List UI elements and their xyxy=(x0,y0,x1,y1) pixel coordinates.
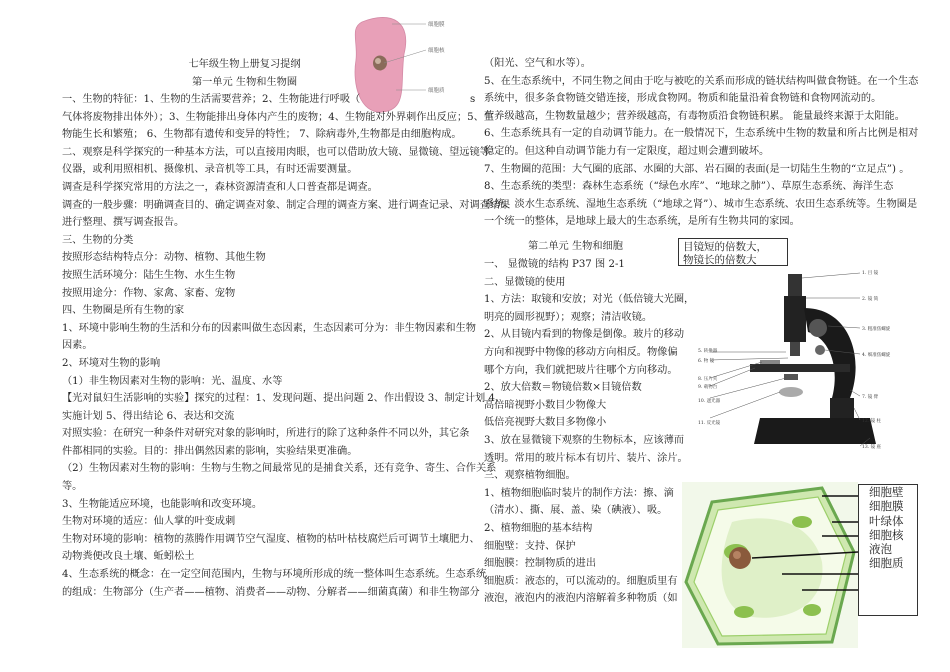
left-column-line: 调查是科学探究常用的方法之一，森林资源清查和人口普查都是调查。 xyxy=(62,181,378,193)
left-column-line: 因素。 xyxy=(62,340,93,352)
right-column-line: 1、植物细胞临时装片的制作方法：擦、滴 xyxy=(484,487,674,499)
right-column-line: 3、放在显微镜下观察的生物标本，应该薄而 xyxy=(484,434,685,446)
left-column-line: 1、环境中影响生物的生活和分布的因素叫做生态因素，生态因素可分为：非生物因素和生物 xyxy=(62,322,476,334)
plant-label-nucleus: 细胞核 xyxy=(869,527,904,542)
right-column-line: 高倍暗视野小数目少物像大 xyxy=(484,399,607,411)
left-column-line: 气体将废物排出体外）；3、生物能排出身体内产生的废物；4、生物能对外界刺作出反应；5、生 xyxy=(62,111,495,123)
left-column-line: 生物对环境的影响：植物的蒸腾作用调节空气湿度、植物的枯叶枯枝腐烂后可调节土壤肥力、 xyxy=(62,533,480,545)
plant-label-cell-membrane: 细胞膜 xyxy=(869,499,904,514)
right-column-line: 方向和视野中物像的移动方向相反。物像偏 xyxy=(484,346,678,358)
left-column-line: 二、观察是科学探究的一种基本方法，可以直接用肉眼，也可以借助放大镜、显微镜、望远镜等 xyxy=(62,146,490,158)
left-column-line: （1）非生物因素对生物的影响：光、温度、水等 xyxy=(62,375,283,387)
right-top-line: 5、在生态系统中，不同生物之间由于吃与被吃的关系而形成的链状结构叫做食物链。在一个生态 xyxy=(484,75,919,87)
right-column-line: 细胞壁：支持、保护 xyxy=(484,540,576,552)
left-column-line: 三、生物的分类 xyxy=(62,234,134,246)
left-column-line: 【光对鼠妇生活影响的实验】探究的过程：1、发现问题、提出问题 2、作出假设 3、制定计划 4、 xyxy=(62,393,506,405)
callout-line-2: 物镜长的倍数大 xyxy=(683,253,757,266)
left-column-line: 等。 xyxy=(62,481,83,493)
left-column-line: 仪器，或利用照相机、摄像机、录音机等工具，有时还需要测量。 xyxy=(62,164,358,176)
right-column-line: 低倍亮视野大数目多物像小 xyxy=(484,417,607,429)
left-column-line: （2）生物因素对生物的影响：生物与生物之间最常见的是捕食关系，还有竞争、寄生、合作关系 xyxy=(62,463,497,475)
scope-label-stage: 9. 载物台 xyxy=(698,385,718,390)
scope-label-base: 13. 镜 座 xyxy=(862,445,882,450)
right-column-line: 细胞质：液态的，可以流动的。细胞质里有 xyxy=(484,575,678,587)
scope-label-arm: 7. 镜 臂 xyxy=(862,395,879,400)
scope-label-converter: 5. 转换器 xyxy=(698,349,718,354)
left-column-line: 实施计划 5、得出结论 6、表达和交流 xyxy=(62,410,235,422)
left-column-line: 2、环境对生物的影响 xyxy=(62,357,161,369)
right-top-line: 一个统一的整体，是地球上最大的生态系统，是所有生物共同的家园。 xyxy=(484,216,800,228)
right-column-line: 2、放大倍数＝物镜倍数×目镜倍数 xyxy=(484,382,642,394)
right-column-line: 二、显微镜的使用 xyxy=(484,276,566,288)
plant-label-cytoplasm: 细胞质 xyxy=(869,556,904,571)
left-column-line: 对照实验：在研究一种条件对研究对象的影响时，所进行的除了这种条件不同以外，其它条 xyxy=(62,428,470,440)
animal-cell-label-1: 细胞膜 xyxy=(428,22,445,28)
left-column-line: 按照用途分：作物、家禽、家畜、宠物 xyxy=(62,287,236,299)
left-column-line: 按照形态结构特点分：动物、植物、其他生物 xyxy=(62,252,266,264)
right-top-line: 营养级越高，生物数量越少；营养级越高，有毒物质沿食物链积累。 能量最终来源于太阳能。 xyxy=(484,110,905,122)
right-column-line: 三、观察植物细胞。 xyxy=(484,470,576,482)
right-column-line: （清水）、撕、展、盖、染（碘液）、吸。 xyxy=(484,505,668,517)
left-column-line: 动物粪便改良土壤、蚯蚓松土 xyxy=(62,551,195,563)
scope-label-mirror: 11. 反光镜 xyxy=(698,421,721,426)
scope-label-diaphragm: 10. 遮光器 xyxy=(698,399,721,404)
left-column-line: 的组成：生物部分（生产者——植物、消费者——动物、分解者——细菌真菌）和非生物部分 xyxy=(62,586,480,598)
plant-cell-label-box xyxy=(858,484,918,616)
left-column-line: 4、生态系统的概念：在一定空间范围内，生物与环境所形成的统一整体叫生态系统。生态系统 xyxy=(62,569,487,581)
scope-label-pillar: 12. 镜 柱 xyxy=(862,419,882,424)
scope-label-eyepiece: 1. 目 镜 xyxy=(862,271,879,276)
left-header-block xyxy=(62,56,482,91)
plant-label-cell-wall: 细胞壁 xyxy=(869,485,904,499)
left-column-line: 进行整理、撰写调查报告。 xyxy=(62,217,185,229)
unit2-title: 第二单元 生物和细胞 xyxy=(528,241,623,252)
right-top-line: 稳定的。但这种自动调节能力有一定限度，超过则会遭到破坏。 xyxy=(484,145,770,157)
plant-label-chloroplast: 叶绿体 xyxy=(869,513,904,528)
right-column-line: 2、从目镜内看到的物像是倒像。玻片的移动 xyxy=(484,329,685,341)
scope-label-tube: 2. 镜 筒 xyxy=(862,297,879,302)
left-column-line: 调查的一般步骤：明确调查目的、确定调查对象、制定合理的调查方案、进行调查记录、对调查结果 xyxy=(62,199,511,211)
right-top-line: （阳光、空气和水等）。 xyxy=(484,58,591,69)
scope-label-clip: 8. 压片夹 xyxy=(698,377,718,382)
left-column-text xyxy=(62,91,511,601)
right-column-line: 液泡，液泡内的液泡内溶解着多种物质（如 xyxy=(484,593,678,605)
right-column-top-text xyxy=(484,55,919,231)
right-top-line: 系统中，很多条食物链交错连接，形成食物网。物质和能量沿着食物链和食物网流动的。 xyxy=(484,93,882,105)
right-top-line: 8、生态系统的类型：森林生态系统（“绿色水库”、“地球之肺”）、草原生态系统、海洋生态 xyxy=(484,181,894,193)
right-column-line: 2、植物细胞的基本结构 xyxy=(484,522,593,534)
left-column-line: 生物对环境的适应：仙人掌的叶变成刺 xyxy=(62,516,236,528)
scope-label-objective: 6. 物 镜 xyxy=(698,359,715,364)
animal-cell-label-2: 细胞核 xyxy=(428,48,445,54)
left-column-line: 物能生长和繁殖； 6、生物都有遗传和变异的特性； 7、除病毒外,生物都是由细胞构成。 xyxy=(62,129,462,141)
right-top-line: 6、生态系统具有一定的自动调节能力。在一般情况下，生态系统中生物的数量和所占比例是相对 xyxy=(484,128,919,140)
right-column-line: 明亮的圆形视野）；观察；清洁收镜。 xyxy=(484,311,653,323)
magnification-callout xyxy=(678,238,788,266)
plant-label-vacuole: 液泡 xyxy=(869,542,892,557)
unit1-title: 第一单元 生物和生物圈 xyxy=(191,76,298,88)
left-column-line: 3、生物能适应环境，也能影响和改变环境。 xyxy=(62,498,263,510)
right-column-line: 细胞膜：控制物质的进出 xyxy=(484,558,597,570)
right-column-line: 一、 显微镜的结构 P37 图 2-1 xyxy=(484,259,625,270)
left-column-line: 一、生物的特征：1、生物的生活需要营养；2、生物能进行呼吸（ xyxy=(62,94,361,105)
callout-line-1: 目镜短的倍数大， xyxy=(683,241,767,253)
right-column-line: 透明。常用的玻片标本有切片、装片、涂片。 xyxy=(484,452,688,464)
animal-cell-label-3: 细胞质 xyxy=(428,88,445,94)
right-column-text xyxy=(484,256,694,608)
doc-title: 七年级生物上册复习提纲 xyxy=(188,59,301,70)
scope-label-coarse: 3. 粗准焦螺旋 xyxy=(862,327,891,332)
left-column-line: 四、生物圈是所有生物的家 xyxy=(62,305,185,317)
right-column-line: 1、方法：取镜和安放；对光（低倍镜大光圈， xyxy=(484,294,695,306)
right-top-line: 7、生物圈的范围：大气圈的底部、水圈的大部、岩石圈的表面(是一切陆生生物的“立足点”) 。 xyxy=(484,163,910,175)
right-top-line: 系统、淡水生态系统、湿地生态系统（“地球之肾”）、城市生态系统、农田生态系统等。生物圈是 xyxy=(484,198,918,210)
left-line-trailing-char: s xyxy=(470,94,476,105)
left-column-line: 按照生活环境分：陆生生物、水生生物 xyxy=(62,269,236,281)
scope-label-fine: 4. 细准焦螺旋 xyxy=(862,353,891,358)
left-column-line: 件都相同的实验。目的：排出偶然因素的影响，实验结果更准确。 xyxy=(62,445,358,457)
plant-cell-illustration xyxy=(682,482,858,648)
right-column-line: 哪个方向，我们就把玻片往哪个方向移动。 xyxy=(484,364,678,376)
